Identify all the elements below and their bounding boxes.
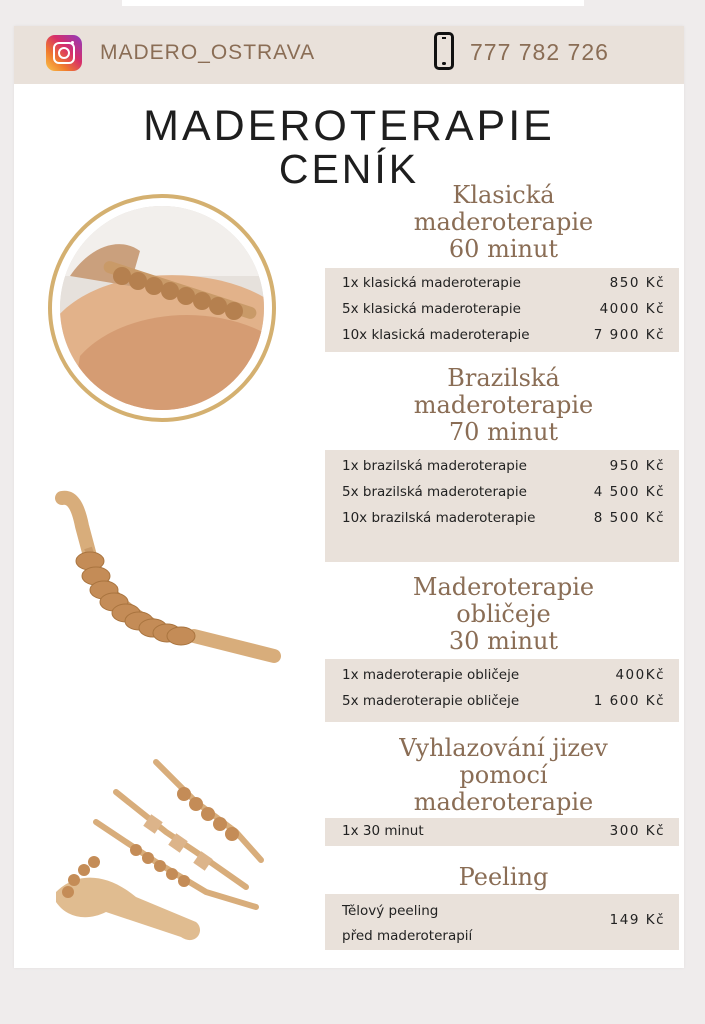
price-panel-peeling [325, 894, 679, 950]
price-item-name: 5x maderoterapie obličeje [342, 693, 520, 709]
instagram-handle[interactable]: MADERO_OSTRAVA [100, 41, 316, 64]
section-title-brazilska: Brazilská maderoterapie 70 minut [413, 364, 594, 446]
price-panel-brazilska [325, 450, 679, 562]
price-row [325, 506, 679, 532]
price-row [325, 454, 679, 480]
price-item-value: 4 500 Kč [593, 484, 665, 500]
price-item-value: 400Kč [615, 667, 665, 683]
wooden-roller-image [44, 486, 284, 676]
top-strip [122, 0, 584, 6]
section-title-klasicka: Klasická maderoterapie 60 minut [413, 181, 594, 263]
phone-icon[interactable] [434, 32, 454, 70]
price-panel-jizvy [325, 818, 679, 846]
price-item-name: 10x brazilská maderoterapie [342, 510, 536, 526]
price-panel-obliceje [325, 659, 679, 722]
price-item-value: 4000 Kč [599, 301, 665, 317]
phone-number[interactable]: 777 782 726 [470, 39, 609, 65]
price-item-value: 300 Kč [609, 823, 665, 839]
price-item-value: 149 Kč [609, 912, 665, 928]
header-bar [14, 26, 684, 84]
page-subtitle: CENÍK [278, 146, 420, 192]
wooden-tools-image [46, 752, 286, 952]
price-item-name: 1x maderoterapie obličeje [342, 667, 520, 683]
price-row [325, 271, 679, 297]
price-item-name: 1x 30 minut [342, 823, 424, 839]
price-row [325, 297, 679, 323]
massage-photo [60, 206, 264, 410]
price-item-name: 10x klasická maderoterapie [342, 327, 530, 343]
price-item-name: Tělový peeling před maderoterapií [342, 903, 473, 944]
section-title-peeling: Peeling [458, 863, 549, 891]
price-row [325, 480, 679, 506]
price-row [325, 323, 679, 349]
section-title-obliceje: Maderoterapie obličeje 30 minut [412, 573, 595, 655]
massage-photo-frame [48, 194, 276, 422]
price-item-name: 5x klasická maderoterapie [342, 301, 521, 317]
price-item-value: 850 Kč [609, 275, 665, 291]
section-title-jizvy: Vyhlazování jizev pomocí maderoterapie [399, 734, 608, 816]
price-panel-klasicka [325, 268, 679, 352]
page-title: MADEROTERAPIE [143, 102, 555, 150]
price-item-name: 1x klasická maderoterapie [342, 275, 521, 291]
price-list-card [14, 26, 684, 968]
price-item-name: 5x brazilská maderoterapie [342, 484, 527, 500]
price-row [325, 663, 679, 689]
price-item-name: 1x brazilská maderoterapie [342, 458, 527, 474]
price-row [325, 689, 679, 715]
price-item-value: 1 600 Kč [593, 693, 665, 709]
price-item-value: 950 Kč [609, 458, 665, 474]
instagram-icon[interactable] [46, 35, 82, 71]
price-item-value: 7 900 Kč [593, 327, 665, 343]
price-row [325, 819, 679, 845]
price-item-value: 8 500 Kč [593, 510, 665, 526]
